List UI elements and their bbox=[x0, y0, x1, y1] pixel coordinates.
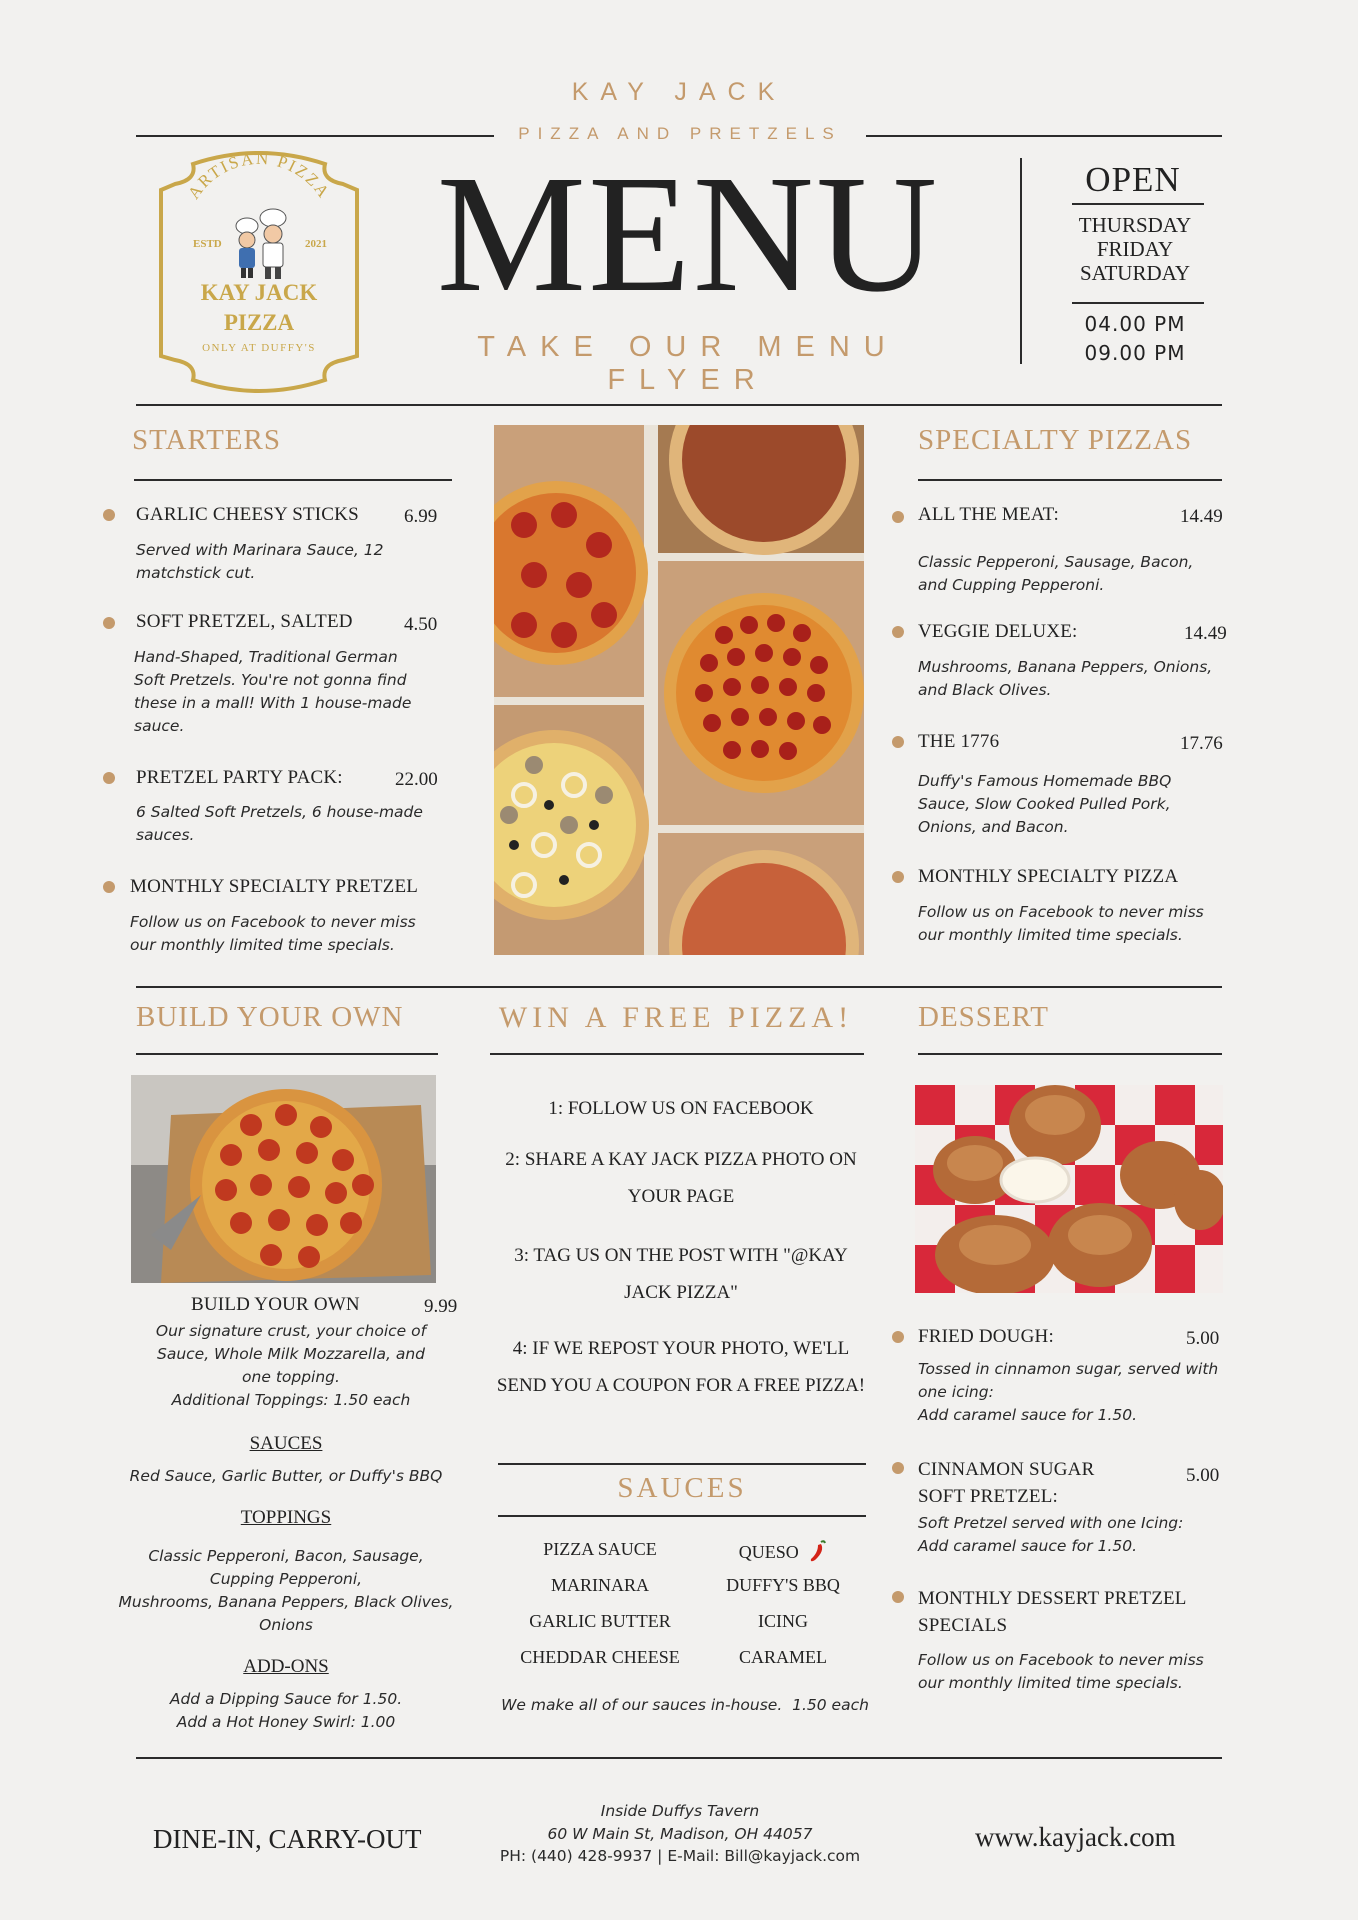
starter-desc-4: Follow us on Facebook to never miss our monthly limited time specials. bbox=[130, 913, 416, 954]
specialty-price-2: 14.49 bbox=[1184, 623, 1227, 644]
footer-address: 60 W Main St, Madison, OH 44057 bbox=[547, 1825, 813, 1843]
sauce-right-4: CARAMEL bbox=[738, 1647, 827, 1667]
footer-website-link[interactable]: www.kayjack.com bbox=[975, 1822, 1176, 1852]
build-extra: Additional Toppings: 1.50 each bbox=[171, 1391, 411, 1409]
brand-subtitle: PIZZA AND PRETZELS bbox=[518, 124, 842, 143]
header-rule-right bbox=[866, 135, 1222, 137]
build-price: 9.99 bbox=[424, 1296, 458, 1317]
logo-badge bbox=[153, 150, 365, 394]
footer-venue: Inside Duffys Tavern bbox=[600, 1802, 760, 1820]
logo-year: 2021 bbox=[305, 238, 327, 250]
dessert-price-1: 5.00 bbox=[1186, 1328, 1220, 1349]
dessert-desc-3: Follow us on Facebook to never miss our monthly limited time specials. bbox=[918, 1651, 1204, 1692]
starter-price-2: 4.50 bbox=[404, 614, 438, 635]
sauce-left-3: GARLIC BUTTER bbox=[529, 1611, 671, 1631]
sauce-right-1-label: QUESO bbox=[738, 1542, 799, 1562]
tagline: TAKE OUR MENU FLYER bbox=[477, 331, 899, 396]
specialty-price-3: 17.76 bbox=[1180, 733, 1223, 754]
sauce-left-1: PIZZA SAUCE bbox=[543, 1539, 657, 1559]
logo-frame-icon bbox=[153, 150, 365, 394]
specialty-name-1: ALL THE MEAT: bbox=[918, 504, 1059, 525]
svg-text:ARTISAN PIZZA bbox=[184, 150, 334, 202]
bullet-icon bbox=[892, 511, 904, 523]
starter-price-3: 22.00 bbox=[395, 769, 438, 790]
starter-price-1: 6.99 bbox=[404, 506, 438, 527]
header-bottom-rule bbox=[136, 404, 1222, 406]
dessert-desc-2b: Add caramel sauce for 1.50. bbox=[918, 1537, 1138, 1555]
starter-name-4: MONTHLY SPECIALTY PRETZEL bbox=[130, 876, 419, 897]
specialty-desc-3: Duffy's Famous Homemade BBQ Sauce, Slow Cooked Pulled Pork, Onions, and Bacon. bbox=[918, 772, 1172, 836]
hours-rule-top bbox=[1072, 203, 1204, 205]
starters-title: STARTERS bbox=[132, 424, 281, 456]
bullet-icon bbox=[892, 736, 904, 748]
starter-desc-1: Served with Marinara Sauce, 12 matchstick cut. bbox=[136, 541, 384, 582]
fried-dough-photo bbox=[915, 1085, 1223, 1293]
dessert-name-2: CINNAMON SUGAR SOFT PRETZEL: bbox=[918, 1459, 1095, 1507]
starter-name-3: PRETZEL PARTY PACK: bbox=[136, 767, 343, 788]
logo-line2: PIZZA bbox=[223, 310, 295, 335]
hours-rule-bottom bbox=[1072, 302, 1204, 304]
brand-name: KAY JACK bbox=[571, 78, 787, 106]
build-sauces-label: SAUCES bbox=[249, 1433, 323, 1454]
middle-rule bbox=[136, 986, 1222, 988]
sauce-right-1 bbox=[683, 1539, 883, 1563]
close-time: 09.00 PM bbox=[1084, 341, 1186, 365]
specialty-name-4: MONTHLY SPECIALTY PIZZA bbox=[918, 866, 1179, 887]
dessert-name-1: FRIED DOUGH: bbox=[918, 1326, 1054, 1347]
build-toppings-label: TOPPINGS bbox=[240, 1507, 332, 1528]
specialty-desc-1: Classic Pepperoni, Sausage, Bacon, and Cupping Pepperoni. bbox=[918, 553, 1194, 594]
open-day-2: FRIDAY bbox=[1096, 237, 1174, 261]
build-sauces-text: Red Sauce, Garlic Butter, or Duffy's BBQ bbox=[129, 1467, 443, 1485]
starters-rule bbox=[134, 479, 452, 481]
bullet-icon bbox=[892, 626, 904, 638]
sauce-right-2: DUFFY'S BBQ bbox=[726, 1575, 840, 1595]
dessert-title: DESSERT bbox=[918, 1001, 1049, 1033]
build-toppings-text-2: Mushrooms, Banana Peppers, Black Olives, Onions bbox=[118, 1593, 454, 1634]
bullet-icon bbox=[892, 1462, 904, 1474]
specialty-desc-4: Follow us on Facebook to never miss our monthly limited time specials. bbox=[918, 903, 1204, 944]
page-title: MENU bbox=[436, 141, 940, 327]
bullet-icon bbox=[103, 509, 115, 521]
chili-pepper-icon bbox=[807, 1539, 827, 1563]
pizza-boxes-photo bbox=[494, 425, 864, 955]
dessert-desc-1a: Tossed in cinnamon sugar, served with one icing: bbox=[918, 1360, 1219, 1401]
specialty-desc-2: Mushrooms, Banana Peppers, Onions, and Black Olives. bbox=[918, 658, 1213, 699]
build-addons-2: Add a Hot Honey Swirl: 1.00 bbox=[176, 1713, 396, 1731]
specialty-title: SPECIALTY PIZZAS bbox=[918, 424, 1193, 456]
chefs-icon bbox=[236, 209, 286, 279]
win-rule bbox=[490, 1053, 864, 1055]
header-rule-left bbox=[136, 135, 494, 137]
bullet-icon bbox=[892, 1331, 904, 1343]
starter-desc-3: 6 Salted Soft Pretzels, 6 house-made sauces. bbox=[136, 803, 423, 844]
logo-line3: ONLY AT DUFFY'S bbox=[202, 342, 316, 354]
build-desc: Our signature crust, your choice of Sauce, Whole Milk Mozzarella, and one topping. bbox=[155, 1322, 427, 1386]
build-toppings-text-1: Classic Pepperoni, Bacon, Sausage, Cupping Pepperoni, bbox=[148, 1547, 424, 1588]
dessert-price-2: 5.00 bbox=[1186, 1465, 1220, 1486]
bullet-icon bbox=[892, 871, 904, 883]
bullet-icon bbox=[103, 881, 115, 893]
win-step-3: 3: TAG US ON THE POST WITH "@KAY JACK PIZZA" bbox=[514, 1245, 848, 1303]
logo-line1: KAY JACK bbox=[200, 280, 318, 305]
pepperoni-pizza-photo bbox=[131, 1075, 436, 1283]
sauce-left-4: CHEDDAR CHEESE bbox=[520, 1647, 680, 1667]
bullet-icon bbox=[103, 772, 115, 784]
specialty-name-2: VEGGIE DELUXE: bbox=[918, 621, 1078, 642]
win-step-1: 1: FOLLOW US ON FACEBOOK bbox=[548, 1098, 814, 1119]
sauces-rule-top bbox=[498, 1463, 866, 1465]
win-step-2: 2: SHARE A KAY JACK PIZZA PHOTO ON YOUR PAGE bbox=[505, 1149, 857, 1207]
footer-rule bbox=[136, 1757, 1222, 1759]
open-time: 04.00 PM bbox=[1084, 312, 1186, 336]
bullet-icon bbox=[892, 1591, 904, 1603]
build-rule bbox=[136, 1053, 438, 1055]
build-name: BUILD YOUR OWN bbox=[191, 1294, 360, 1315]
bullet-icon bbox=[103, 617, 115, 629]
sauces-note: We make all of our sauces in-house. 1.50 each bbox=[501, 1696, 869, 1714]
dessert-rule bbox=[918, 1053, 1222, 1055]
open-day-3: SATURDAY bbox=[1079, 261, 1191, 285]
starter-name-2: SOFT PRETZEL, SALTED bbox=[136, 611, 353, 632]
logo-arc-text: ARTISAN PIZZA bbox=[183, 150, 335, 203]
open-day-1: THURSDAY bbox=[1078, 213, 1192, 237]
build-title: BUILD YOUR OWN bbox=[136, 1001, 404, 1033]
footer-contact: PH: (440) 428-9937 | E-Mail: Bill@kayjack.com bbox=[499, 1847, 861, 1865]
specialty-price-1: 14.49 bbox=[1180, 506, 1223, 527]
sauces-title: SAUCES bbox=[617, 1472, 747, 1504]
starter-desc-2: Hand-Shaped, Traditional German Soft Pretzels. You're not gonna find these in a mall! With 1 house-made sauce. bbox=[134, 648, 412, 735]
specialty-name-3: THE 1776 bbox=[918, 731, 1000, 752]
open-label: OPEN bbox=[1085, 160, 1181, 199]
sauce-right-3: ICING bbox=[758, 1611, 808, 1631]
logo-estd: ESTD bbox=[193, 238, 222, 250]
footer-service: DINE-IN, CARRY-OUT bbox=[153, 1824, 422, 1854]
build-addons-label: ADD-ONS bbox=[243, 1656, 329, 1677]
specialty-rule bbox=[918, 479, 1222, 481]
sauces-rule-bottom bbox=[498, 1515, 866, 1517]
dessert-desc-2a: Soft Pretzel served with one Icing: bbox=[918, 1514, 1184, 1532]
dessert-name-3: MONTHLY DESSERT PRETZEL SPECIALS bbox=[918, 1588, 1186, 1636]
dessert-desc-1b: Add caramel sauce for 1.50. bbox=[918, 1406, 1138, 1424]
header-divider bbox=[1020, 158, 1022, 364]
win-title: WIN A FREE PIZZA! bbox=[498, 1001, 854, 1034]
sauce-left-2: MARINARA bbox=[550, 1575, 649, 1595]
starter-name-1: GARLIC CHEESY STICKS bbox=[136, 504, 359, 525]
win-step-4: 4: IF WE REPOST YOUR PHOTO, WE'LL SEND YOU A COUPON FOR A FREE PIZZA! bbox=[496, 1338, 866, 1396]
build-addons-1: Add a Dipping Sauce for 1.50. bbox=[169, 1690, 403, 1708]
